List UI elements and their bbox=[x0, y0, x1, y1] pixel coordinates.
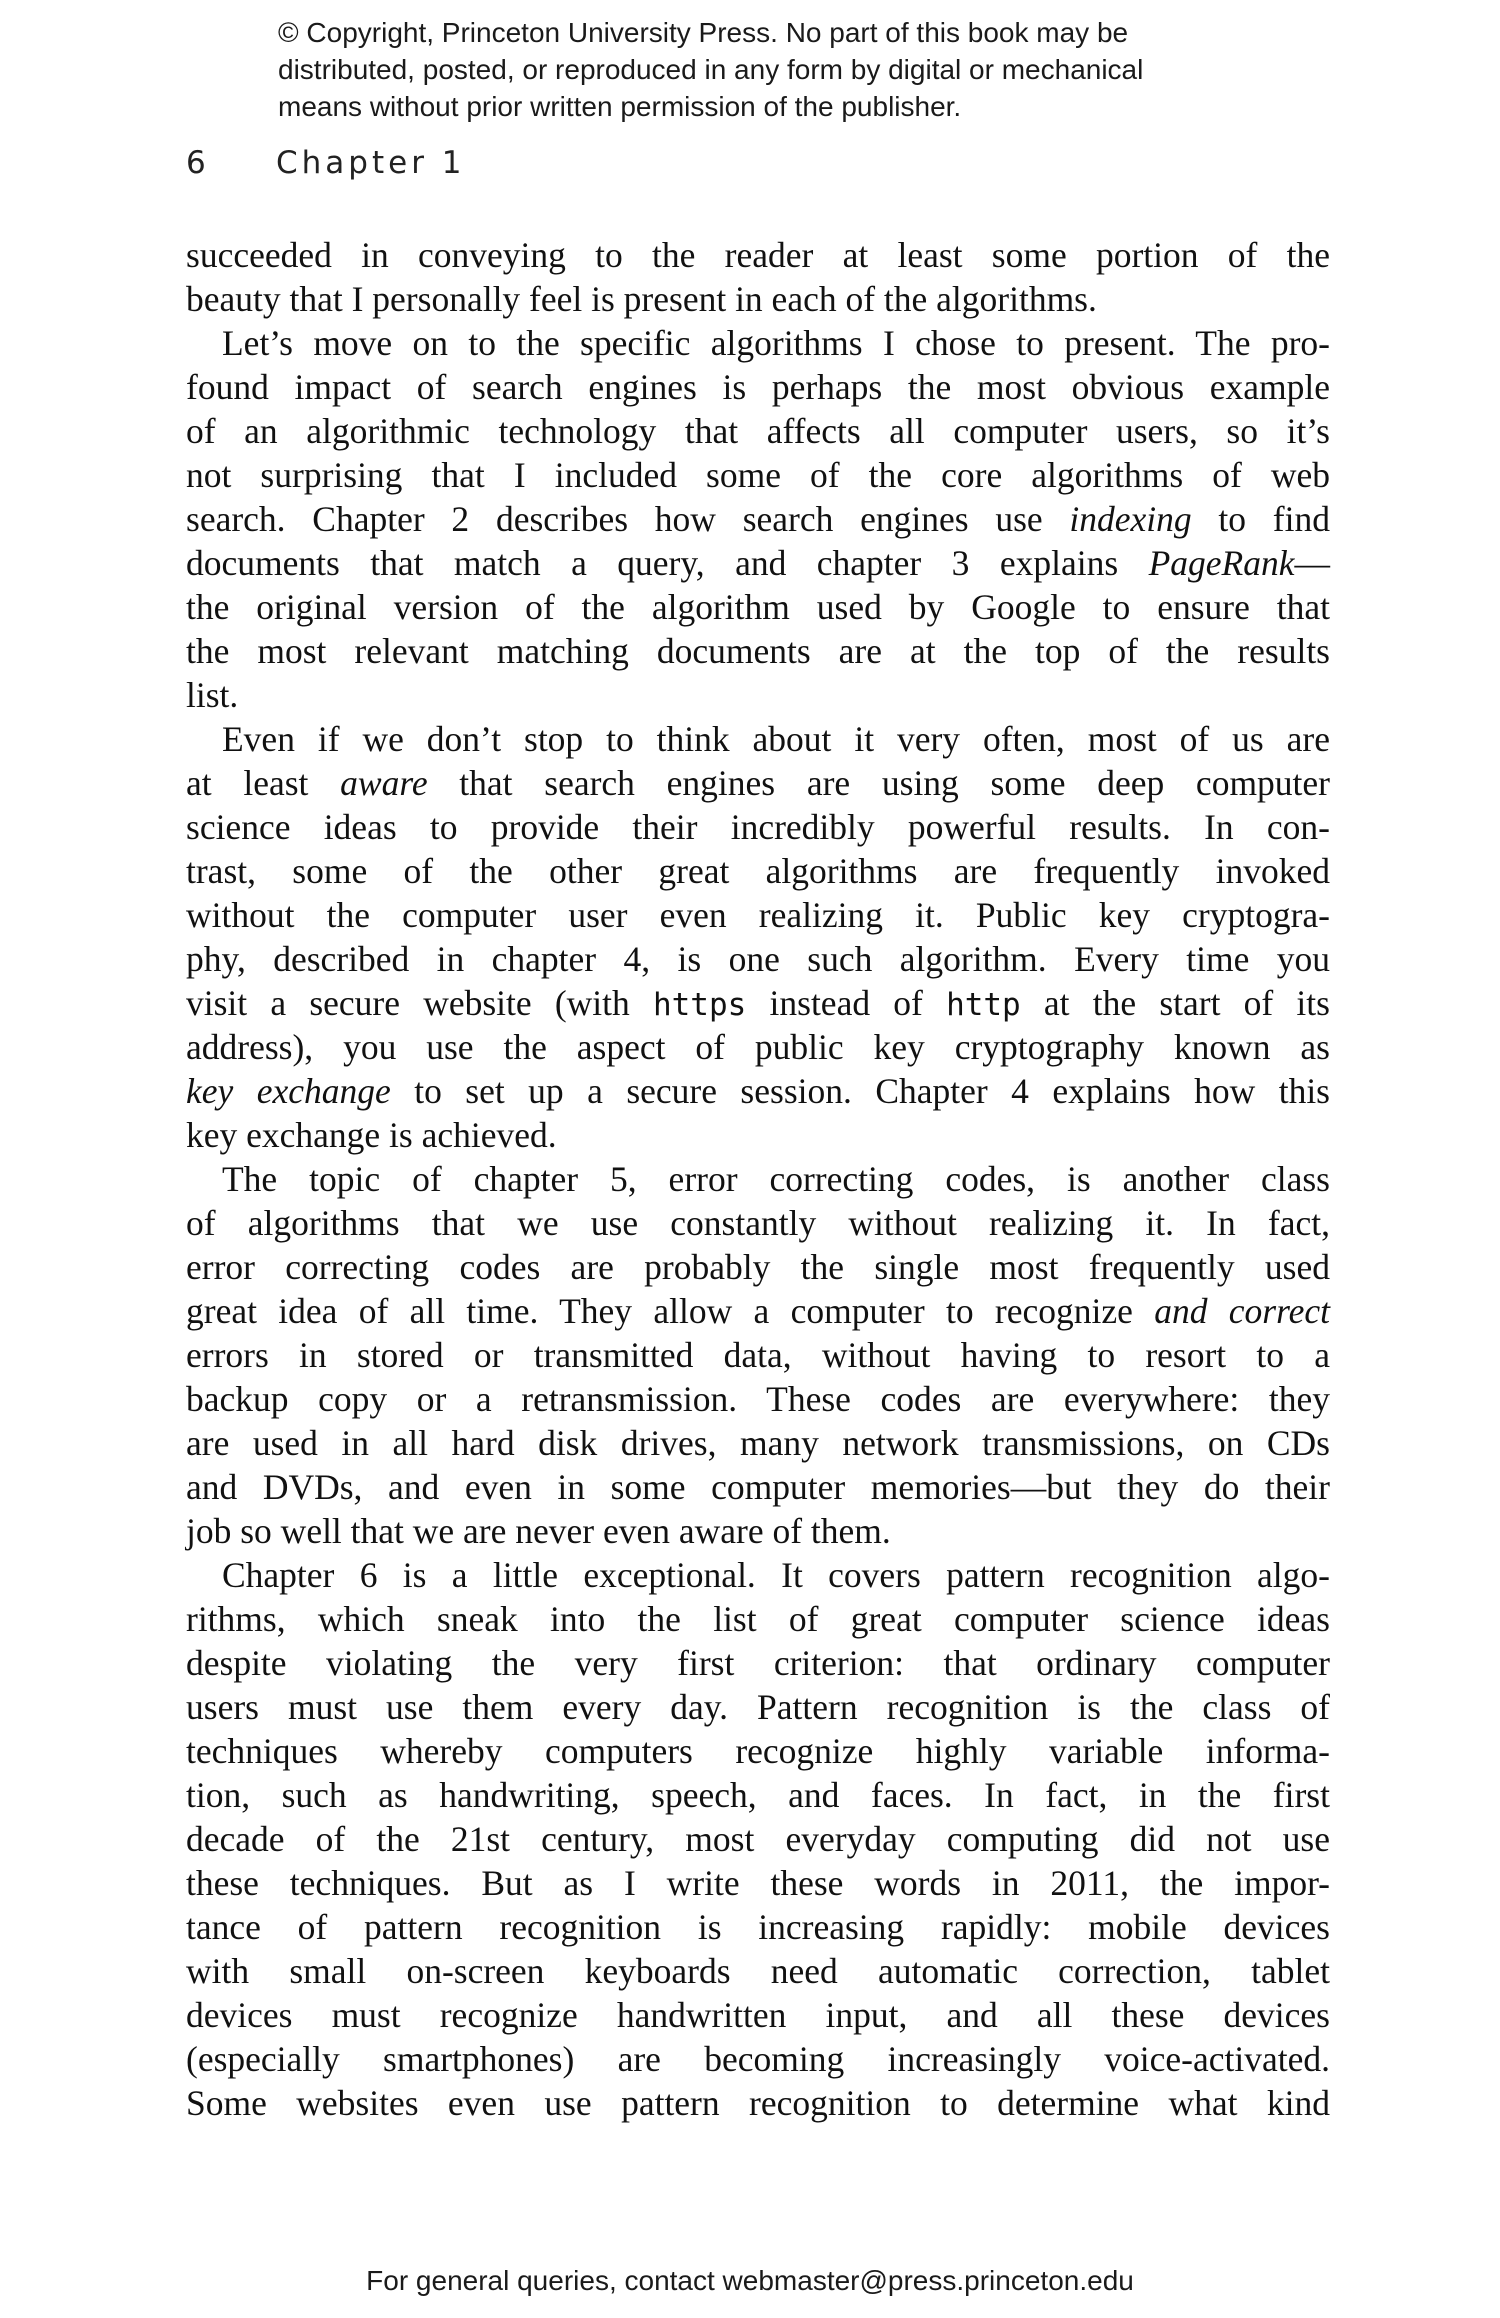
text-line: backup copy or a retransmission. These codes are everywhere: they bbox=[186, 1379, 1330, 1419]
text-run: documents that match a query, and chapter 3 explains bbox=[186, 543, 1149, 583]
text-line bbox=[186, 1069, 1330, 1113]
body-text bbox=[186, 233, 1330, 2125]
text-line: list. bbox=[186, 675, 239, 715]
text-run: great idea of all time. They allow a computer to recognize bbox=[186, 1291, 1155, 1331]
text-line bbox=[186, 981, 1330, 1025]
text-line bbox=[186, 761, 1330, 805]
paragraph bbox=[186, 717, 1330, 1157]
text-line: (especially smartphones) are becoming increasingly voice-activated. bbox=[186, 2039, 1330, 2079]
italic-term: and correct bbox=[1154, 1291, 1330, 1331]
text-line: The topic of chapter 5, error correcting codes, is another class bbox=[222, 1159, 1330, 1199]
text-line: without the computer user even realizing it. Public key cryptogra- bbox=[186, 895, 1330, 935]
text-line: Let’s move on to the specific algorithms I chose to present. The pro- bbox=[222, 323, 1330, 363]
text-line: and DVDs, and even in some computer memories—but they do their bbox=[186, 1467, 1330, 1507]
text-line: decade of the 21st century, most everyday computing did not use bbox=[186, 1819, 1330, 1859]
text-line bbox=[186, 1289, 1330, 1333]
italic-term: PageRank bbox=[1148, 543, 1295, 583]
text-line: trast, some of the other great algorithms are frequently invoked bbox=[186, 851, 1330, 891]
text-run: instead of bbox=[746, 983, 947, 1023]
text-line: despite violating the very first criterion: that ordinary computer bbox=[186, 1643, 1330, 1683]
text-line: users must use them every day. Pattern recognition is the class of bbox=[186, 1687, 1330, 1727]
text-run: to find bbox=[1191, 499, 1330, 539]
copyright-line: means without prior written permission of the publisher. bbox=[278, 91, 962, 122]
text-line: beauty that I personally feel is present in each of the algorithms. bbox=[186, 279, 1097, 319]
italic-term: indexing bbox=[1069, 499, 1192, 539]
text-line: tance of pattern recognition is increasing rapidly: mobile devices bbox=[186, 1907, 1330, 1947]
paragraph bbox=[186, 1157, 1330, 1553]
code-term: https bbox=[652, 987, 747, 1023]
italic-term: aware bbox=[340, 763, 428, 803]
text-line: found impact of search engines is perhaps the most obvious example bbox=[186, 367, 1330, 407]
running-head bbox=[186, 145, 466, 181]
text-line: Chapter 6 is a little exceptional. It covers pattern recognition algo- bbox=[222, 1555, 1330, 1595]
copyright-line: © Copyright, Princeton University Press. No part of this book may be bbox=[278, 17, 1129, 48]
paragraph bbox=[186, 1553, 1330, 2125]
text-line bbox=[186, 497, 1330, 541]
text-line: science ideas to provide their incredibly powerful results. In con- bbox=[186, 807, 1330, 847]
text-run: at least bbox=[186, 763, 341, 803]
text-line: these techniques. But as I write these words in 2011, the impor- bbox=[186, 1863, 1330, 1903]
text-line: rithms, which sneak into the list of great computer science ideas bbox=[186, 1599, 1330, 1639]
text-line: key exchange is achieved. bbox=[186, 1115, 557, 1155]
text-run: at the start of its bbox=[1020, 983, 1330, 1023]
text-line: Some websites even use pattern recognition to determine what kind bbox=[186, 2083, 1330, 2123]
paragraph bbox=[186, 321, 1330, 717]
footer-contact: For general queries, contact webmaster@press.princeton.edu bbox=[366, 2265, 1134, 2296]
text-run: that search engines are using some deep computer bbox=[427, 763, 1330, 803]
text-line: job so well that we are never even aware of them. bbox=[186, 1511, 891, 1551]
paragraph bbox=[186, 233, 1330, 321]
text-line: not surprising that I included some of the core algorithms of web bbox=[186, 455, 1330, 495]
text-line: Even if we don’t stop to think about it very often, most of us are bbox=[222, 719, 1330, 759]
copyright-notice bbox=[278, 14, 1398, 125]
page-number: 6 bbox=[186, 145, 210, 181]
text-line: techniques whereby computers recognize highly variable informa- bbox=[186, 1731, 1330, 1771]
italic-term: key exchange bbox=[186, 1071, 391, 1111]
text-line bbox=[186, 541, 1330, 585]
text-run: visit a secure website (with bbox=[186, 983, 653, 1023]
text-line: the original version of the algorithm used by Google to ensure that bbox=[186, 587, 1330, 627]
text-run: to set up a secure session. Chapter 4 explains how this bbox=[390, 1071, 1330, 1111]
code-term: http bbox=[946, 987, 1021, 1023]
text-line: of algorithms that we use constantly without realizing it. In fact, bbox=[186, 1203, 1330, 1243]
text-line: phy, described in chapter 4, is one such algorithm. Every time you bbox=[186, 939, 1330, 979]
text-run: — bbox=[1294, 543, 1330, 583]
text-run: search. Chapter 2 describes how search engines use bbox=[186, 499, 1070, 539]
running-title: Chapter 1 bbox=[276, 145, 466, 181]
copyright-line: distributed, posted, or reproduced in any form by digital or mechanical bbox=[278, 54, 1144, 85]
text-line: address), you use the aspect of public key cryptography known as bbox=[186, 1027, 1330, 1067]
text-line: are used in all hard disk drives, many network transmissions, on CDs bbox=[186, 1423, 1330, 1463]
text-line: the most relevant matching documents are at the top of the results bbox=[186, 631, 1330, 671]
text-line: errors in stored or transmitted data, without having to resort to a bbox=[186, 1335, 1330, 1375]
text-line: with small on-screen keyboards need automatic correction, tablet bbox=[186, 1951, 1330, 1991]
text-line: succeeded in conveying to the reader at least some portion of the bbox=[186, 235, 1330, 275]
text-line: error correcting codes are probably the single most frequently used bbox=[186, 1247, 1330, 1287]
text-line: tion, such as handwriting, speech, and faces. In fact, in the first bbox=[186, 1775, 1330, 1815]
text-line: devices must recognize handwritten input, and all these devices bbox=[186, 1995, 1330, 2035]
text-line: of an algorithmic technology that affects all computer users, so it’s bbox=[186, 411, 1330, 451]
